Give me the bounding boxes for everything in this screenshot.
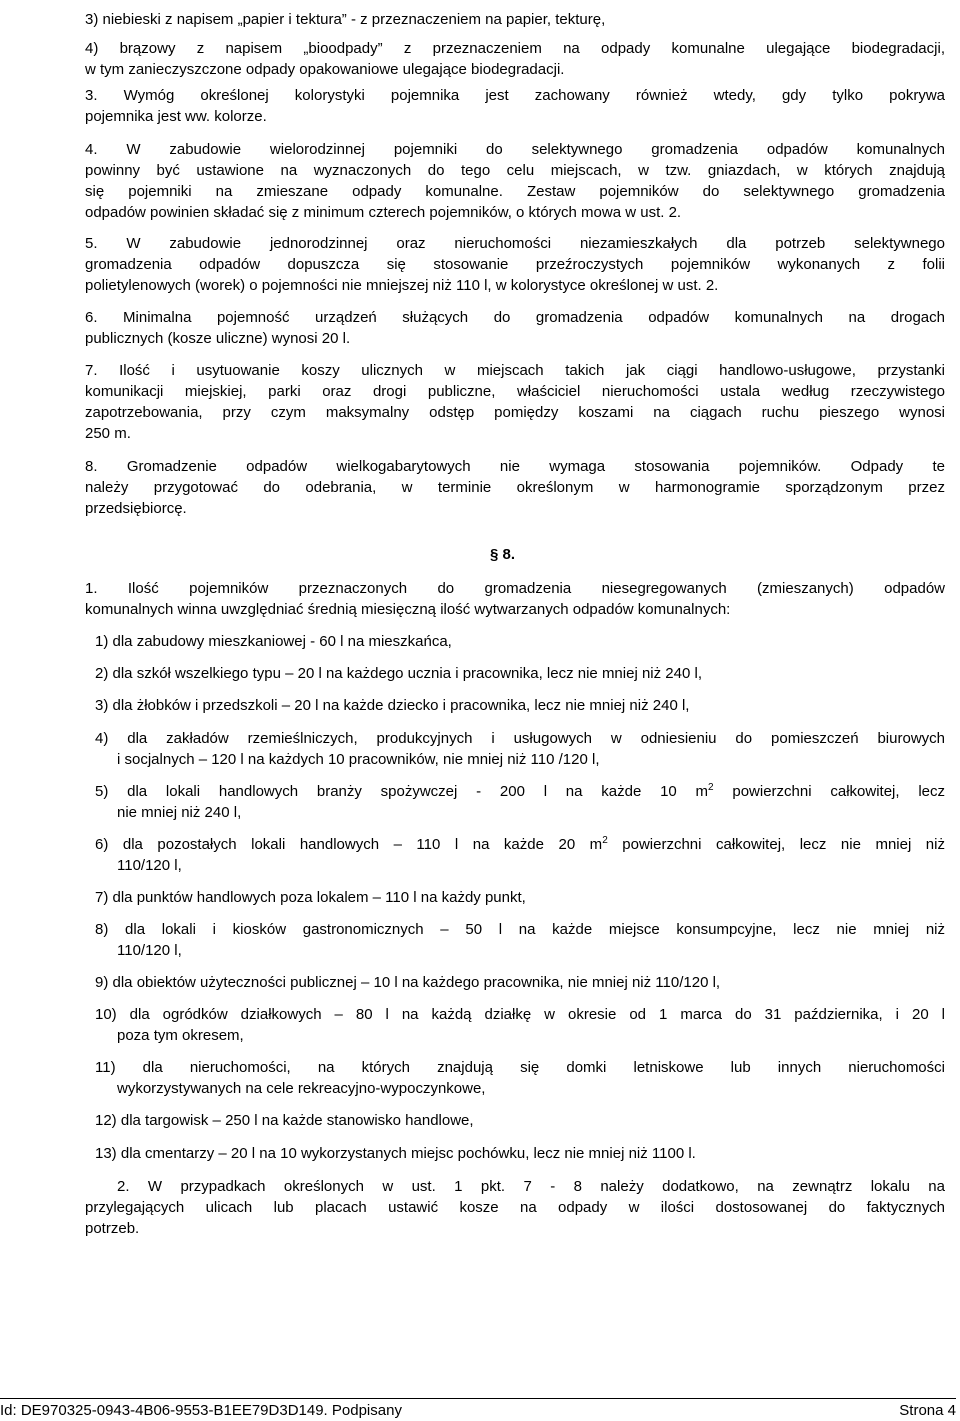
- list-item: [95, 887, 945, 908]
- paragraph-7: [85, 360, 945, 444]
- text-line: 3. Wymóg określonej kolorystyki pojemnika jest zachowany również wtedy, gdy tylko pokrywa: [85, 87, 945, 104]
- section-heading: § 8.: [490, 546, 516, 563]
- text-line: gromadzenia odpadów dopuszcza się stosowanie przeźroczystych pojemników wykonanych z folii: [85, 256, 945, 273]
- text-line: przylegających ulicach lub placach ustawić kosze na odpady w ilości dostosowanej do faktycznych: [85, 1199, 945, 1216]
- section-8-paragraph-2: [85, 1176, 945, 1239]
- text-line: 11) dla nieruchomości, na których znajdują się domki letniskowe lub innych nieruchomości: [95, 1059, 945, 1076]
- text-line: 2. W przypadkach określonych w ust. 1 pkt. 7 - 8 należy dodatkowo, na zewnątrz lokalu na: [117, 1178, 945, 1195]
- text-line: 10) dla ogródków działkowych – 80 l na każdą działkę w okresie od 1 marca do 31 października, i 20 l: [95, 1006, 945, 1023]
- paragraph-item-3-blue: [85, 9, 945, 30]
- text-line: polietylenowych (worek) o pojemności nie mniejszej niż 110 l, w kolorystyce określonej w ust. 2.: [85, 277, 719, 294]
- text-line: poza tym okresem,: [117, 1027, 244, 1044]
- list-item: [95, 728, 945, 770]
- text-line: się pojemniki na zmieszane odpady komunalne. Zestaw pojemników do selektywnego gromadzenia: [85, 183, 945, 200]
- text-line: 1. Ilość pojemników przeznaczonych do gromadzenia niesegregowanych (zmieszanych) odpadów: [85, 580, 945, 597]
- list-item: [95, 919, 945, 961]
- list-item: [95, 695, 945, 716]
- list-item: [95, 781, 945, 823]
- superscript: 2: [708, 782, 714, 793]
- text-line: 3) dla żłobków i przedszkoli – 20 l na każde dziecko i pracownika, lecz nie mniej niż 240 l,: [95, 697, 690, 714]
- text-line: zapotrzebowania, przy czym maksymalny odstęp pomiędzy koszami na ciągach ruchu pieszego wynosi: [85, 404, 945, 421]
- text-line: 7. Ilość i usytuowanie koszy ulicznych w miejscach takich jak ciągi handlowo-usługowe, przystanki: [85, 362, 945, 379]
- text-line: 7) dla punktów handlowych poza lokalem – 110 l na każdy punkt,: [95, 889, 526, 906]
- text-line: 5. W zabudowie jednorodzinnej oraz nieruchomości niezamieszkałych dla potrzeb selektywnego: [85, 235, 945, 252]
- list-item: [95, 1143, 945, 1164]
- paragraph-item-4-brown: [85, 38, 945, 80]
- text-line: 4) dla zakładów rzemieślniczych, produkcyjnych i usługowych w odniesieniu do pomieszczeń biurowych: [95, 730, 945, 747]
- text-line: pojemnika jest ww. kolorze.: [85, 108, 267, 125]
- text-line: 13) dla cmentarzy – 20 l na 10 wykorzystanych miejsc pochówku, lecz nie mniej niż 1100 l.: [95, 1145, 696, 1162]
- text-line: publicznych (kosze uliczne) wynosi 20 l.: [85, 330, 351, 347]
- paragraph-3: [85, 85, 945, 127]
- text-line: odpadów powinien składać się z minimum czterech pojemników, o których mowa w ust. 2.: [85, 204, 682, 221]
- text-fragment: powierzchni całkowitej, lecz: [713, 783, 945, 800]
- list-item: [95, 1004, 945, 1046]
- text-line: 8. Gromadzenie odpadów wielkogabarytowych nie wymaga stosowania pojemników. Odpady te: [85, 458, 945, 475]
- section-8-paragraph-1: [85, 578, 945, 620]
- list-item: [95, 834, 945, 876]
- text-line: przedsiębiorcę.: [85, 500, 187, 517]
- paragraph-4: [85, 139, 945, 223]
- paragraph-5: [85, 233, 945, 296]
- text-line: 12) dla targowisk – 250 l na każde stanowisko handlowe,: [95, 1112, 474, 1129]
- text-line: 3) niebieski z napisem „papier i tektura” - z przeznaczeniem na papier, tekturę,: [85, 11, 606, 28]
- text-line: [95, 834, 945, 855]
- text-line: powinny być ustawione na wyznaczonych do tego celu miejscach, w tzw. gniazdach, w których znajdują: [85, 162, 945, 179]
- text-line: 8) dla lokali i kiosków gastronomicznych – 50 l na każde miejsce konsumpcyjne, lecz nie mniej niż: [95, 921, 945, 938]
- list-item: [95, 972, 945, 993]
- text-line: 6. Minimalna pojemność urządzeń służących do gromadzenia odpadów komunalnych na drogach: [85, 309, 945, 326]
- text-line: 2) dla szkół wszelkiego typu – 20 l na każdego ucznia i pracownika, lecz nie mniej niż 240 l,: [95, 665, 702, 682]
- text-line: potrzeb.: [85, 1220, 140, 1237]
- text-line: komunikacji miejskiej, parki oraz drogi publiczne, właściciel nieruchomości ustala według rzeczywistego: [85, 383, 945, 400]
- text-line: 110/120 l,: [117, 942, 182, 959]
- list-item: [95, 663, 945, 684]
- paragraph-8: [85, 456, 945, 519]
- text-line: należy przygotować do odebrania, w terminie określonym w harmonogramie sporządzonym przez: [85, 479, 945, 496]
- superscript: 2: [602, 835, 608, 846]
- text-line: wykorzystywanych na cele rekreacyjno-wypoczynkowe,: [117, 1080, 486, 1097]
- text-fragment: 6) dla pozostałych lokali handlowych – 110 l na każde 20 m: [95, 836, 603, 853]
- text-line: 1) dla zabudowy mieszkaniowej - 60 l na mieszkańca,: [95, 633, 452, 650]
- text-line: nie mniej niż 240 l,: [117, 804, 242, 821]
- text-line: 4. W zabudowie wielorodzinnej pojemniki do selektywnego gromadzenia odpadów komunalnych: [85, 141, 945, 158]
- text-line: i socjalnych – 120 l na każdych 10 pracowników, nie mniej niż 110 /120 l,: [117, 751, 600, 768]
- document-id: Id: DE970325-0943-4B06-9553-B1EE79D3D149. Podpisany: [0, 1402, 402, 1419]
- page-footer: [0, 1398, 956, 1419]
- text-fragment: 5) dla lokali handlowych branży spożywczej - 200 l na każde 10 m: [95, 783, 709, 800]
- list-item: [95, 1057, 945, 1099]
- list-item: [95, 631, 945, 652]
- text-fragment: powierzchni całkowitej, lecz nie mniej niż: [607, 836, 945, 853]
- list-item: [95, 1110, 945, 1131]
- text-line: w tym zanieczyszczone odpady opakowaniowe ulegające biodegradacji.: [85, 61, 565, 78]
- text-line: komunalnych winna uwzględniać średnią miesięczną ilość wytwarzanych odpadów komunalnych:: [85, 601, 731, 618]
- page-number: Strona 4: [899, 1402, 956, 1419]
- text-line: 250 m.: [85, 425, 131, 442]
- text-line: [95, 781, 945, 802]
- text-line: 4) brązowy z napisem „bioodpady” z przeznaczeniem na odpady komunalne ulegające biodegradacji,: [85, 40, 945, 57]
- paragraph-6: [85, 307, 945, 349]
- text-line: 9) dla obiektów użyteczności publicznej – 10 l na każdego pracownika, nie mniej niż 110/120 l,: [95, 974, 721, 991]
- text-line: 110/120 l,: [117, 857, 182, 874]
